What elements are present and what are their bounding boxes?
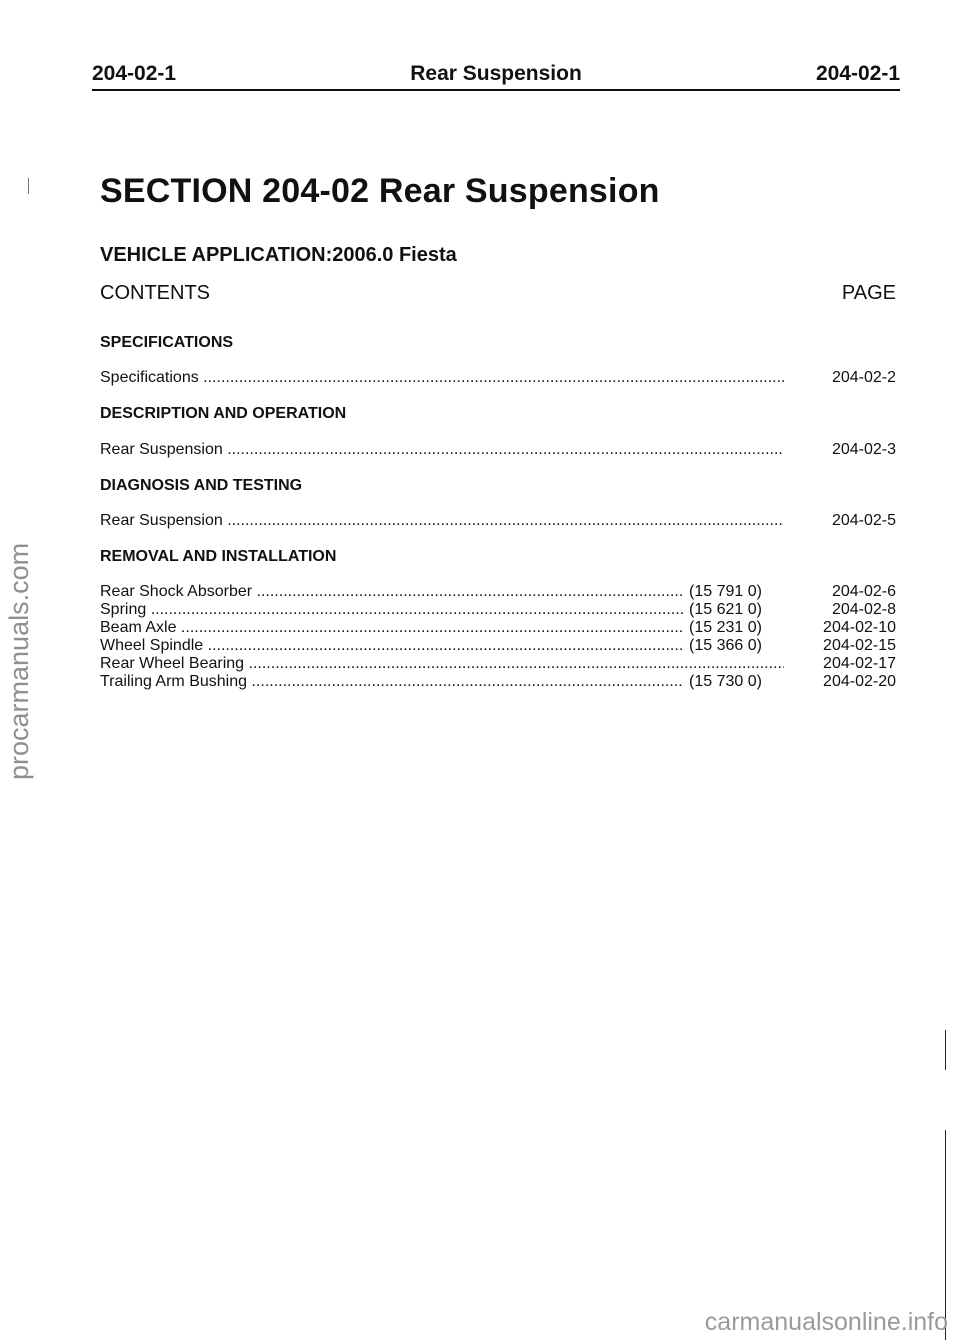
contents-label: CONTENTS — [100, 282, 210, 304]
group-title-removal: REMOVAL AND INSTALLATION — [100, 548, 337, 565]
group-title-specifications: SPECIFICATIONS — [100, 334, 234, 351]
toc-entry-code: (15 730 0) — [689, 673, 762, 690]
bottom-watermark: carmanualsonline.info — [704, 1308, 948, 1336]
group-title-description: DESCRIPTION AND OPERATION — [100, 405, 347, 422]
toc-entry-page: 204-02-2 — [831, 369, 896, 386]
toc-entry[interactable] — [100, 512, 896, 530]
toc-entry-page: 204-02-5 — [831, 512, 896, 529]
toc-entry-name: Rear Suspension ..... — [100, 441, 784, 459]
toc-entry-name: Specifications ..... — [100, 369, 784, 387]
toc-entry-name: Spring ..... — [100, 601, 684, 619]
vehicle-application: VEHICLE APPLICATION:2006.0 Fiesta — [100, 244, 457, 266]
toc-entry-code: (15 791 0) — [689, 583, 762, 600]
toc-entry-page: 204-02-20 — [823, 673, 896, 690]
running-header — [92, 58, 900, 92]
section-title: SECTION 204-02 Rear Suspension — [100, 172, 660, 210]
side-watermark: procarmanuals.com — [4, 542, 34, 780]
toc-entry-page: 204-02-3 — [831, 441, 896, 458]
header-right-code: 204-02-1 — [815, 62, 900, 85]
toc-entry[interactable] — [100, 369, 896, 387]
header-rule — [92, 89, 900, 91]
toc-entry-page: 204-02-8 — [831, 601, 896, 618]
scan-mark — [28, 178, 29, 194]
toc-entry-code: (15 366 0) — [689, 637, 762, 654]
toc-entry[interactable] — [100, 655, 896, 673]
toc-entry-code: (15 231 0) — [689, 619, 762, 636]
toc-entry[interactable] — [100, 673, 896, 691]
toc-entry-page: 204-02-15 — [823, 637, 896, 654]
toc-entry-name: Trailing Arm Bushing ..... — [100, 673, 684, 691]
group-title-diagnosis: DIAGNOSIS AND TESTING — [100, 477, 303, 494]
toc-entry-code: (15 621 0) — [689, 601, 762, 618]
toc-entry[interactable] — [100, 583, 896, 601]
page-column-label: PAGE — [841, 282, 896, 304]
header-title: Rear Suspension — [410, 62, 582, 85]
toc-entry-name: Rear Suspension ..... — [100, 512, 784, 530]
toc-entry-name: Wheel Spindle ..... — [100, 637, 684, 655]
scan-mark — [945, 1030, 946, 1070]
toc-entry[interactable] — [100, 637, 896, 655]
toc-entry-page: 204-02-17 — [823, 655, 896, 672]
toc-entry[interactable] — [100, 601, 896, 619]
toc-entry-name: Beam Axle ..... — [100, 619, 684, 637]
toc-entry[interactable] — [100, 619, 896, 637]
toc-entry-page: 204-02-10 — [823, 619, 896, 636]
toc-entry-page: 204-02-6 — [831, 583, 896, 600]
toc-entry-name: Rear Wheel Bearing ..... — [100, 655, 784, 673]
toc-entry-name: Rear Shock Absorber ..... — [100, 583, 684, 601]
toc-entry[interactable] — [100, 441, 896, 459]
header-left-code: 204-02-1 — [92, 62, 177, 85]
